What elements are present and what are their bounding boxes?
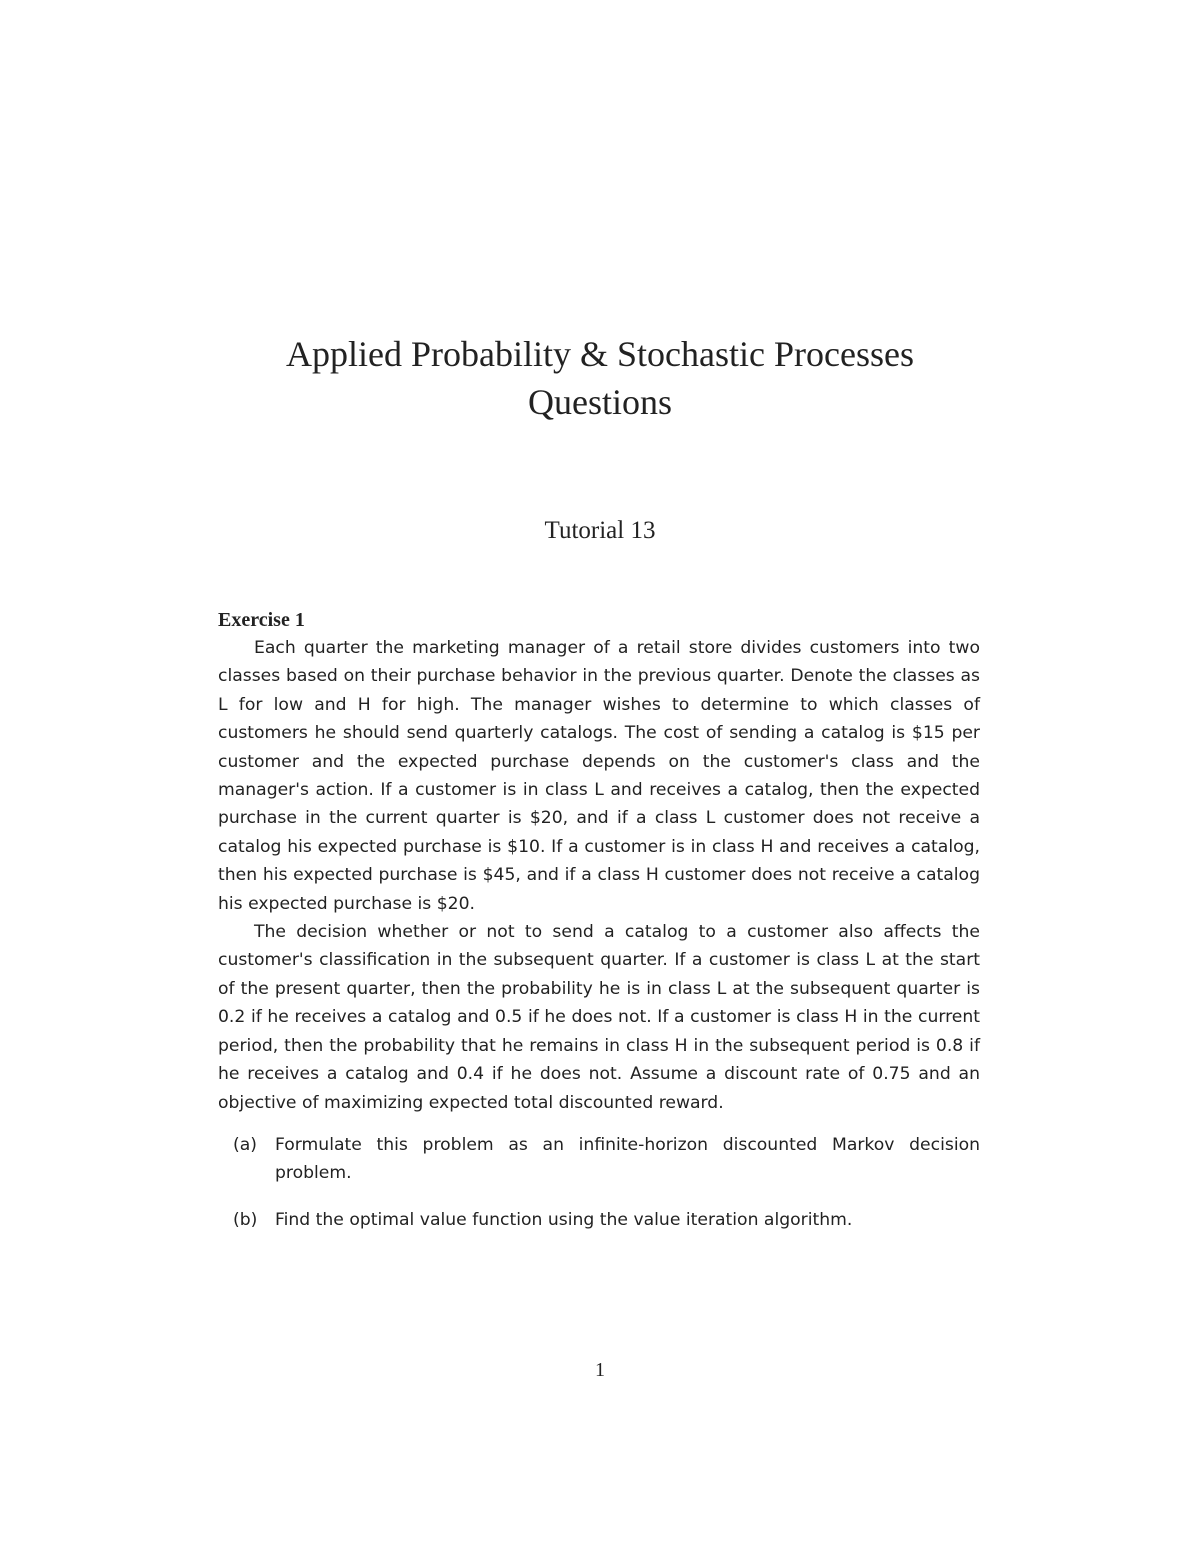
question-text-a: Formulate this problem as an infinite-horizon discounted Markov decision problem. (275, 1134, 980, 1184)
exercise-paragraph-1: Each quarter the marketing manager of a retail store divides customers into two classes based on their purchase behavior in the previous quarter. Denote the classes as L for low and H for high. The manager wishes to determine to which classes of customers he should send quarterly catalogs. The cost of sending a catalog is $15 per customer and the expected purchase depends on the customer's class and the manager's action. If a customer is in class L and receives a catalog, then the expected purchase in the current quarter is $20, and if a class L customer does not receive a catalog his expected purchase is $10. If a customer is in class H and receives a catalog, then his expected purchase is $45, and if a class H customer does not receive a catalog his expected purchase is $20. (218, 638, 980, 914)
page-number: 1 (595, 1359, 605, 1381)
exercise-heading: Exercise 1 (218, 609, 305, 631)
question-item-a (218, 1131, 980, 1188)
question-label-a: (a) (233, 1134, 257, 1155)
document-title (0, 330, 1200, 426)
question-item-b (218, 1206, 980, 1234)
question-list (218, 1131, 980, 1234)
exercise-section (218, 606, 980, 1252)
question-text-b: Find the optimal value function using the value iteration algorithm. (275, 1209, 853, 1230)
exercise-paragraph-2: The decision whether or not to send a catalog to a customer also affects the customer's classification in the subsequent quarter. If a customer is class L at the start of the present quarter, then the probability he is in class L at the subsequent quarter is 0.2 if he receives a catalog and 0.5 if he does not. If a customer is class H in the current period, then the probability that he remains in class H in the subsequent period is 0.8 if he receives a catalog and 0.4 if he does not. Assume a discount rate of 0.75 and an objective of maximizing expected total discounted reward. (218, 922, 980, 1113)
question-label-b: (b) (233, 1209, 258, 1230)
title-line-1: Applied Probability & Stochastic Processes (286, 334, 914, 374)
tutorial-subtitle: Tutorial 13 (544, 517, 656, 544)
title-line-2: Questions (528, 382, 672, 422)
